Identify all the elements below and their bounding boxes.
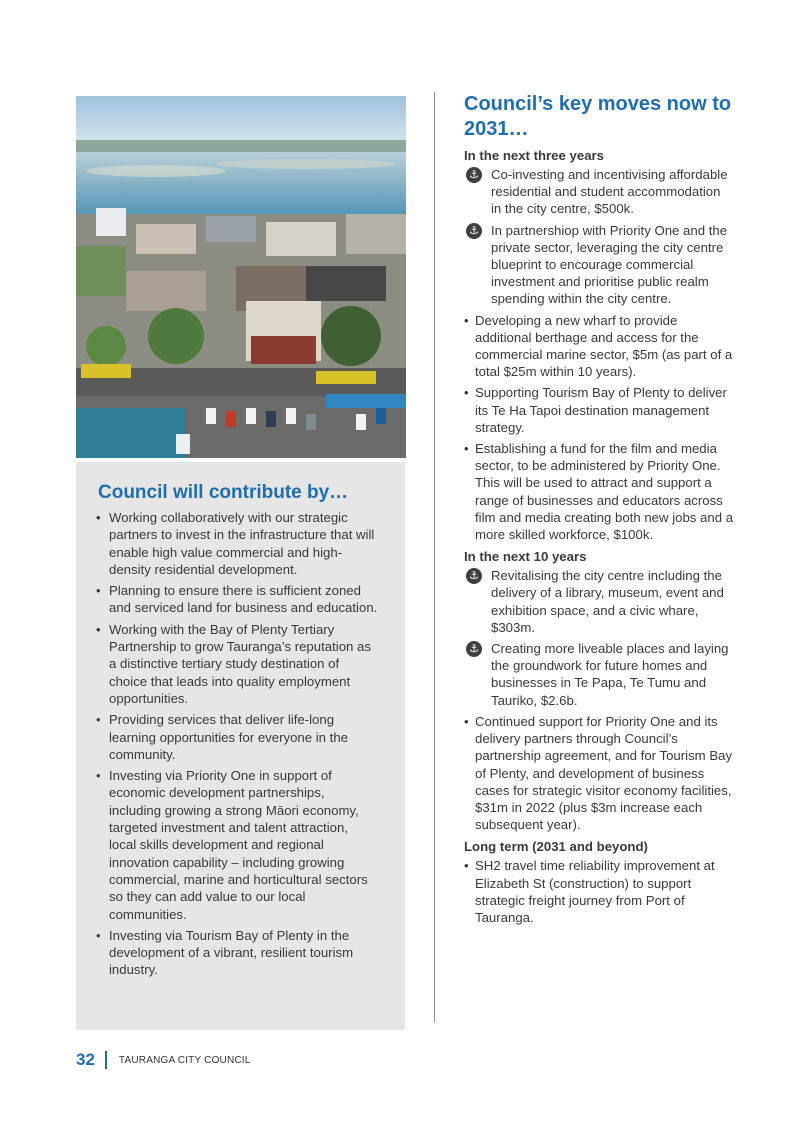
anchor-icon: ⚓ <box>466 641 482 657</box>
footer-separator <box>105 1051 107 1069</box>
key-moves-column <box>464 92 734 930</box>
list-item: • Investing via Tourism Bay of Plenty in the development of a vibrant, resilient tourism industry. <box>96 927 378 979</box>
list-item: • Planning to ensure there is sufficient zoned and serviced land for business and education. <box>96 582 378 617</box>
three-years-list <box>464 166 734 543</box>
section-title-ten-years: In the next 10 years <box>464 549 587 565</box>
organisation-name: TAURANGA CITY COUNCIL <box>118 1054 251 1066</box>
contribution-list <box>96 509 378 983</box>
page-number: 32 <box>76 1050 95 1069</box>
page-footer <box>76 1050 251 1070</box>
list-item: • Investing via Priority One in support of economic development partnerships, including growing a strong Māori economy, targeted investment and talent attraction, local skills development and regional innovation capability – including growing commercial, marine and horticultural sectors so they can add value to our local communities. <box>96 767 378 923</box>
list-item: • Establishing a fund for the film and media sector, to be administered by Priority One. This will be used to attract and support a range of businesses and educators across film and media creating both new jobs and a more skilled workforce, $100k. <box>464 440 734 543</box>
list-item: • Working with the Bay of Plenty Tertiary Partnership to grow Tauranga’s reputation as a distinctive tertiary study destination of choice that leads into quality employment opportunities. <box>96 621 378 707</box>
ten-years-list <box>464 567 734 833</box>
list-item: ⚓ Creating more liveable places and laying the groundwork for future homes and businesses in Te Papa, Te Tumu and Tauriko, $2.6b. <box>464 640 734 709</box>
list-item: • Providing services that deliver life-long learning opportunities for everyone in the community. <box>96 711 378 763</box>
section-title-long-term: Long term (2031 and beyond) <box>464 839 648 855</box>
list-item: • Working collaboratively with our strategic partners to invest in the infrastructure that will enable high value commercial and high-density residential development. <box>96 509 378 578</box>
key-moves-heading: Council’s key moves now to 2031… <box>464 93 732 140</box>
list-item: ⚓ Revitalising the city centre including the delivery of a library, museum, event and exhibition space, and a civic whare, $303m. <box>464 567 734 636</box>
list-item: ⚓ Co-investing and incentivising affordable residential and student accommodation in the city centre, $500k. <box>464 166 734 218</box>
list-item: • Supporting Tourism Bay of Plenty to deliver its Te Ha Tapoi destination management strategy. <box>464 384 734 436</box>
contribution-heading: Council will contribute by… <box>98 482 349 503</box>
column-divider <box>434 92 435 1022</box>
anchor-icon: ⚓ <box>466 167 482 183</box>
contribution-panel <box>76 462 405 1030</box>
list-item: ⚓ In partnershiop with Priority One and the private sector, leveraging the city centre blueprint to encourage commercial investment and prioritise public realm spending within the city centre. <box>464 222 734 308</box>
list-item: • Continued support for Priority One and its delivery partners through Council’s partnership agreement, and for Tourism Bay of Plenty, and development of business cases for strategic visitor economy facilities, $31m in 2022 (plus $3m increase each subsequent year). <box>464 713 734 833</box>
long-term-list <box>464 857 734 926</box>
list-item: • SH2 travel time reliability improvement at Elizabeth St (construction) to support strategic freight journey from Port of Tauranga. <box>464 857 734 926</box>
section-title-three-years: In the next three years <box>464 148 604 163</box>
anchor-icon: ⚓ <box>466 568 482 584</box>
anchor-icon: ⚓ <box>466 223 482 239</box>
aerial-photo-tauranga <box>76 96 406 458</box>
list-item: • Developing a new wharf to provide additional berthage and access for the commercial marine sector, $5m (as part of a total $25m within 10 years). <box>464 312 734 381</box>
